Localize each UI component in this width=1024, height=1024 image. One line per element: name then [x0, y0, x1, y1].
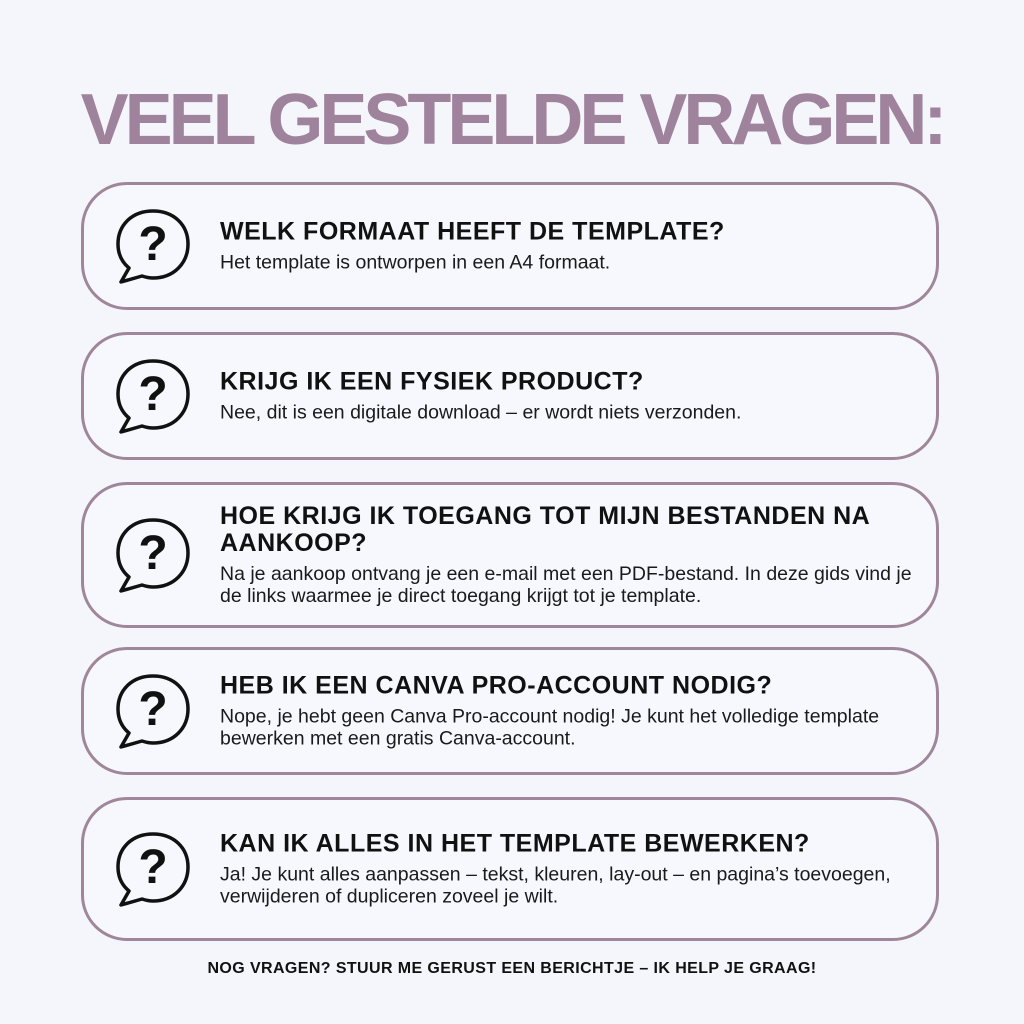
footer-note: NOG VRAGEN? STUUR ME GERUST EEN BERICHTJE – IK HELP JE GRAAG! — [207, 960, 817, 977]
faq-question: HOE KRIJG IK TOEGANG TOT MIJN BESTANDEN NA AANKOOP? — [220, 502, 870, 557]
question-bubble-icon — [112, 206, 194, 288]
faq-answer: Nee, dit is een digitale download – er wordt niets verzonden. — [220, 401, 742, 424]
faq-card — [81, 647, 939, 775]
faq-question: KRIJG IK EEN FYSIEK PRODUCT? — [220, 367, 644, 396]
faq-question: KAN IK ALLES IN HET TEMPLATE BEWERKEN? — [220, 829, 810, 858]
faq-answer: Nope, je hebt geen Canva Pro-account nodig! Je kunt het volledige template bewerken met een gratis Canva-account. — [220, 705, 880, 750]
faq-card — [81, 797, 939, 941]
faq-card — [81, 332, 939, 460]
faq-card — [81, 182, 939, 310]
faq-question: HEB IK EEN CANVA PRO-ACCOUNT NODIG? — [220, 671, 773, 700]
svg-text:?: ? — [138, 368, 168, 421]
question-bubble-icon — [112, 671, 194, 753]
question-bubble-icon — [112, 356, 194, 438]
svg-text:?: ? — [138, 683, 168, 736]
question-bubble-icon — [112, 515, 194, 597]
faq-question: WELK FORMAAT HEEFT DE TEMPLATE? — [220, 217, 725, 246]
svg-text:?: ? — [138, 841, 168, 894]
question-bubble-icon — [112, 829, 194, 911]
faq-card — [81, 482, 939, 628]
page-title-text: VEEL GESTELDE VRAGEN: — [80, 80, 944, 160]
page-title — [0, 78, 1024, 162]
faq-answer: Het template is ontworpen in een A4 formaat. — [220, 251, 611, 274]
svg-text:?: ? — [138, 527, 168, 580]
svg-text:?: ? — [138, 218, 168, 271]
faq-answer: Na je aankoop ontvang je een e-mail met een PDF-bestand. In deze gids vind je de links waarmee je direct toegang krijgt tot je template. — [220, 563, 912, 607]
faq-answer: Ja! Je kunt alles aanpassen – tekst, kleuren, lay-out – en pagina’s toevoegen, verwijderen of dupliceren zoveel je wilt. — [220, 863, 891, 908]
